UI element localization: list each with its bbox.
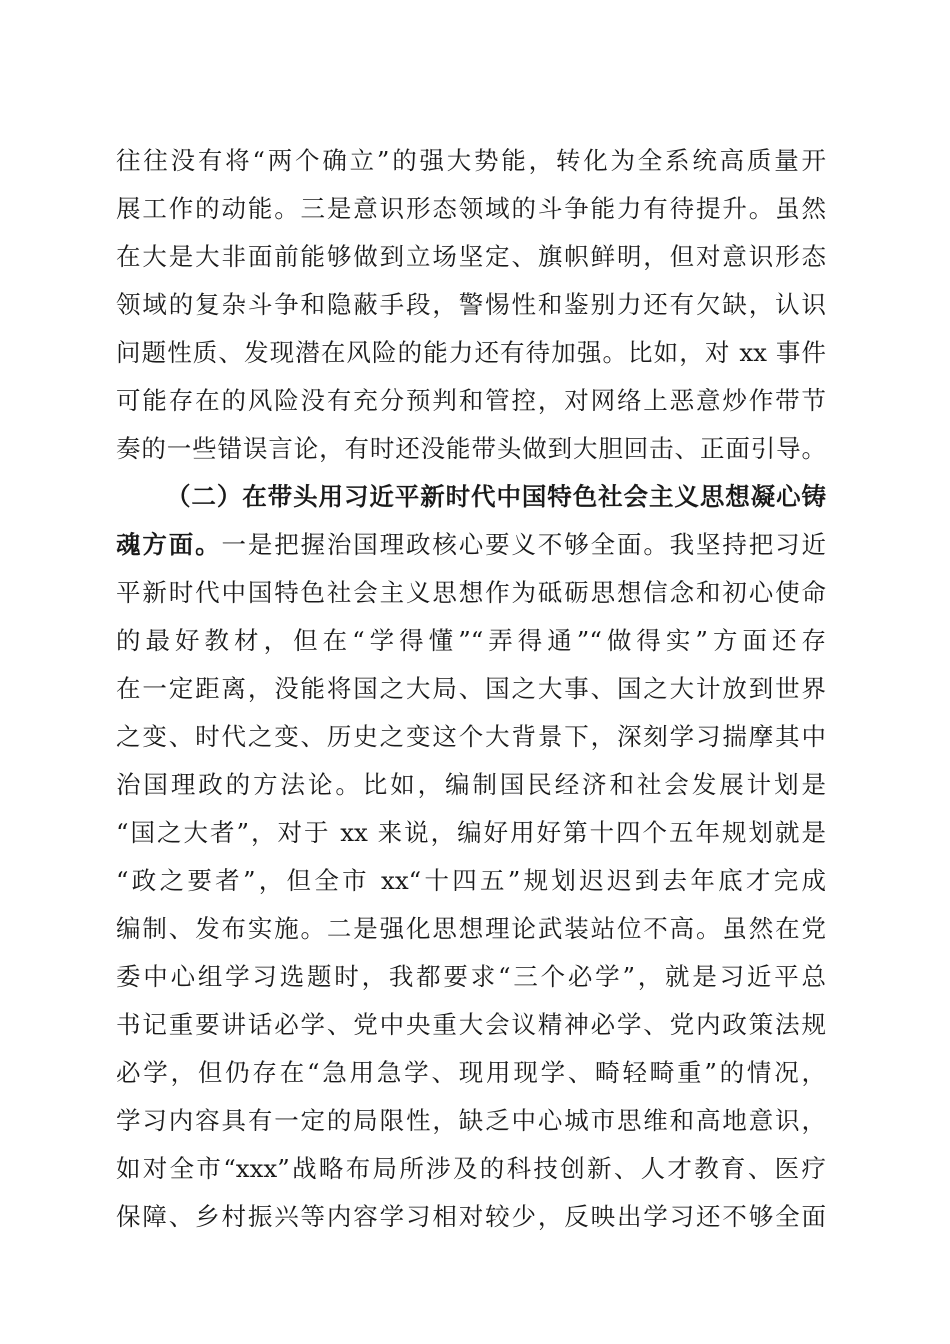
paragraph-line: 编制、发布实施。二是强化思想理论武装站位不高。虽然在党 xyxy=(116,914,826,943)
section-heading-continuation xyxy=(116,530,826,560)
paragraph-line: 书记重要讲话必学、党中央重大会议精神必学、党内政策法规 xyxy=(116,1010,826,1039)
paragraph-line: 问题性质、发现潜在风险的能力还有待加强。比如，对 xx 事件 xyxy=(116,338,826,367)
paragraph-line: 如对全市“xxx”战略布局所涉及的科技创新、人才教育、医疗 xyxy=(116,1154,826,1183)
section-heading: （二）在带头用习近平新时代中国特色社会主义思想凝心铸 xyxy=(166,482,826,511)
paragraph-line: 治国理政的方法论。比如，编制国民经济和社会发展计划是 xyxy=(116,770,826,799)
paragraph-line: 必学，但仍存在“急用急学、现用现学、畸轻畸重”的情况， xyxy=(116,1058,826,1087)
paragraph-line: 往往没有将“两个确立”的强大势能，转化为全系统高质量开 xyxy=(116,146,826,175)
paragraph-line: 在大是大非面前能够做到立场坚定、旗帜鲜明，但对意识形态 xyxy=(116,242,826,271)
paragraph-line: 的最好教材，但在“学得懂”“弄得通”“做得实”方面还存 xyxy=(116,626,826,655)
paragraph-line: “政之要者”，但全市 xx“十四五”规划迟迟到去年底才完成 xyxy=(116,866,826,895)
paragraph-line: 在一定距离，没能将国之大局、国之大事、国之大计放到世界 xyxy=(116,674,826,703)
paragraph-line: “国之大者”，对于 xx 来说，编好用好第十四个五年规划就是 xyxy=(116,818,826,847)
paragraph-line: 领域的复杂斗争和隐蔽手段，警惕性和鉴别力还有欠缺，认识 xyxy=(116,290,826,319)
paragraph-text: 一是把握治国理政核心要义不够全面。我坚持把习近 xyxy=(221,530,827,559)
paragraph-line: 可能存在的风险没有充分预判和管控，对网络上恶意炒作带节 xyxy=(116,386,826,415)
paragraph-line: 之变、时代之变、历史之变这个大背景下，深刻学习揣摩其中 xyxy=(116,722,826,751)
paragraph-line: 展工作的动能。三是意识形态领域的斗争能力有待提升。虽然 xyxy=(116,194,826,223)
paragraph-line: 学习内容具有一定的局限性，缺乏中心城市思维和高地意识， xyxy=(116,1106,826,1135)
paragraph-line: 奏的一些错误言论，有时还没能带头做到大胆回击、正面引导。 xyxy=(116,434,826,463)
paragraph-line: 委中心组学习选题时，我都要求“三个必学”，就是习近平总 xyxy=(116,962,826,991)
paragraph-line: 保障、乡村振兴等内容学习相对较少，反映出学习还不够全面 xyxy=(116,1202,826,1231)
section-heading-tail: 魂方面。 xyxy=(116,530,222,559)
paragraph-line: 平新时代中国特色社会主义思想作为砥砺思想信念和初心使命 xyxy=(116,578,826,607)
